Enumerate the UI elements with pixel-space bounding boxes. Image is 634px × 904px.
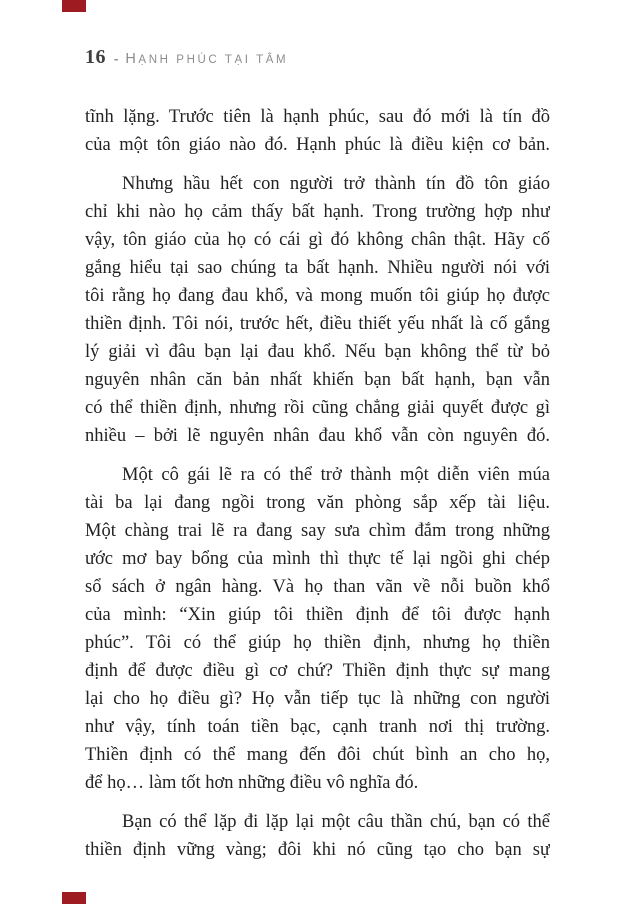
paragraph bbox=[85, 170, 550, 450]
page-number: 16 bbox=[85, 46, 106, 68]
text-line: Nhưng hầu hết con người trở thành tín đồ tôn giáo bbox=[122, 174, 550, 194]
running-head bbox=[85, 46, 550, 69]
text-line: tĩnh lặng. Trước tiên là hạnh phúc, sau đó mới là tín đồ bbox=[85, 107, 550, 127]
page-body bbox=[85, 103, 550, 864]
text-line: để họ… làm tốt hơn những điều vô nghĩa đó. bbox=[85, 773, 419, 793]
text-line: Thiền định có thể mang đến đôi chút bình an cho họ, bbox=[85, 745, 550, 765]
text-line: chỉ khi nào họ cảm thấy bất hạnh. Trong trường hợp như bbox=[85, 202, 550, 222]
text-line: vậy, tôn giáo của họ có cái gì đó không chân thật. Hãy cố bbox=[85, 230, 550, 250]
text-line: lại cho họ điều gì? Họ vẫn tiếp tục là những con người bbox=[85, 689, 550, 709]
paragraph bbox=[85, 808, 550, 864]
text-line: định để được điều gì cơ chứ? Thiền định thực sự mang bbox=[85, 661, 550, 681]
text-line: sổ sách ở ngân hàng. Và họ than vãn về nỗi buồn khổ bbox=[85, 577, 550, 597]
header-separator: - bbox=[114, 51, 119, 66]
paragraph bbox=[85, 103, 550, 159]
text-line: tôi rằng họ đang đau khổ, và mong muốn tôi giúp họ được bbox=[85, 286, 550, 306]
text-line: như vậy, tính toán tiền bạc, cạnh tranh nơi thị trường. bbox=[85, 717, 550, 737]
text-line: của một tôn giáo nào đó. Hạnh phúc là điều kiện cơ bản. bbox=[85, 135, 550, 155]
text-line: nhiều – bởi lẽ nguyên nhân đau khổ vẫn còn nguyên đó. bbox=[85, 426, 550, 446]
red-edge-mark-top bbox=[62, 0, 86, 12]
text-line: của mình: “Xin giúp tôi thiền định để tôi được hạnh bbox=[85, 605, 550, 625]
text-line: nguyên nhân căn bản nhất khiến bạn bất hạnh, bạn vẫn bbox=[85, 370, 550, 390]
text-line: thiền định. Tôi nói, trước hết, điều thiết yếu nhất là cố gắng bbox=[85, 314, 550, 334]
text-line: phúc”. Tôi có thể giúp họ thiền định, nhưng họ thiền bbox=[85, 633, 550, 653]
text-line: gắng hiểu tại sao chúng ta bất hạnh. Nhiều người nói với bbox=[85, 258, 550, 278]
text-line: thiền định vững vàng; đôi khi nó cũng tạo cho bạn sự bbox=[85, 840, 550, 860]
text-line: ước mơ bay bổng của mình thì thực tế lại ngồi ghi chép bbox=[85, 549, 550, 569]
text-line: tài ba lại đang ngồi trong văn phòng sắp xếp tài liệu. bbox=[85, 493, 550, 513]
text-line: Một chàng trai lẽ ra đang say sưa chìm đắm trong những bbox=[85, 521, 550, 541]
text-line: có thể thiền định, nhưng rồi cũng chẳng giải quyết được gì bbox=[85, 398, 550, 418]
red-edge-mark-bottom bbox=[62, 892, 86, 904]
text-line: Bạn có thể lặp đi lặp lại một câu thần chú, bạn có thể bbox=[122, 812, 550, 832]
book-title: HẠNH PHÚC TẠI TÂM bbox=[125, 51, 289, 67]
text-line: lý giải vì đâu bạn lại đau khổ. Nếu bạn không thể từ bỏ bbox=[85, 342, 550, 362]
text-line: Một cô gái lẽ ra có thể trở thành một diễn viên múa bbox=[122, 465, 550, 485]
paragraph bbox=[85, 461, 550, 797]
